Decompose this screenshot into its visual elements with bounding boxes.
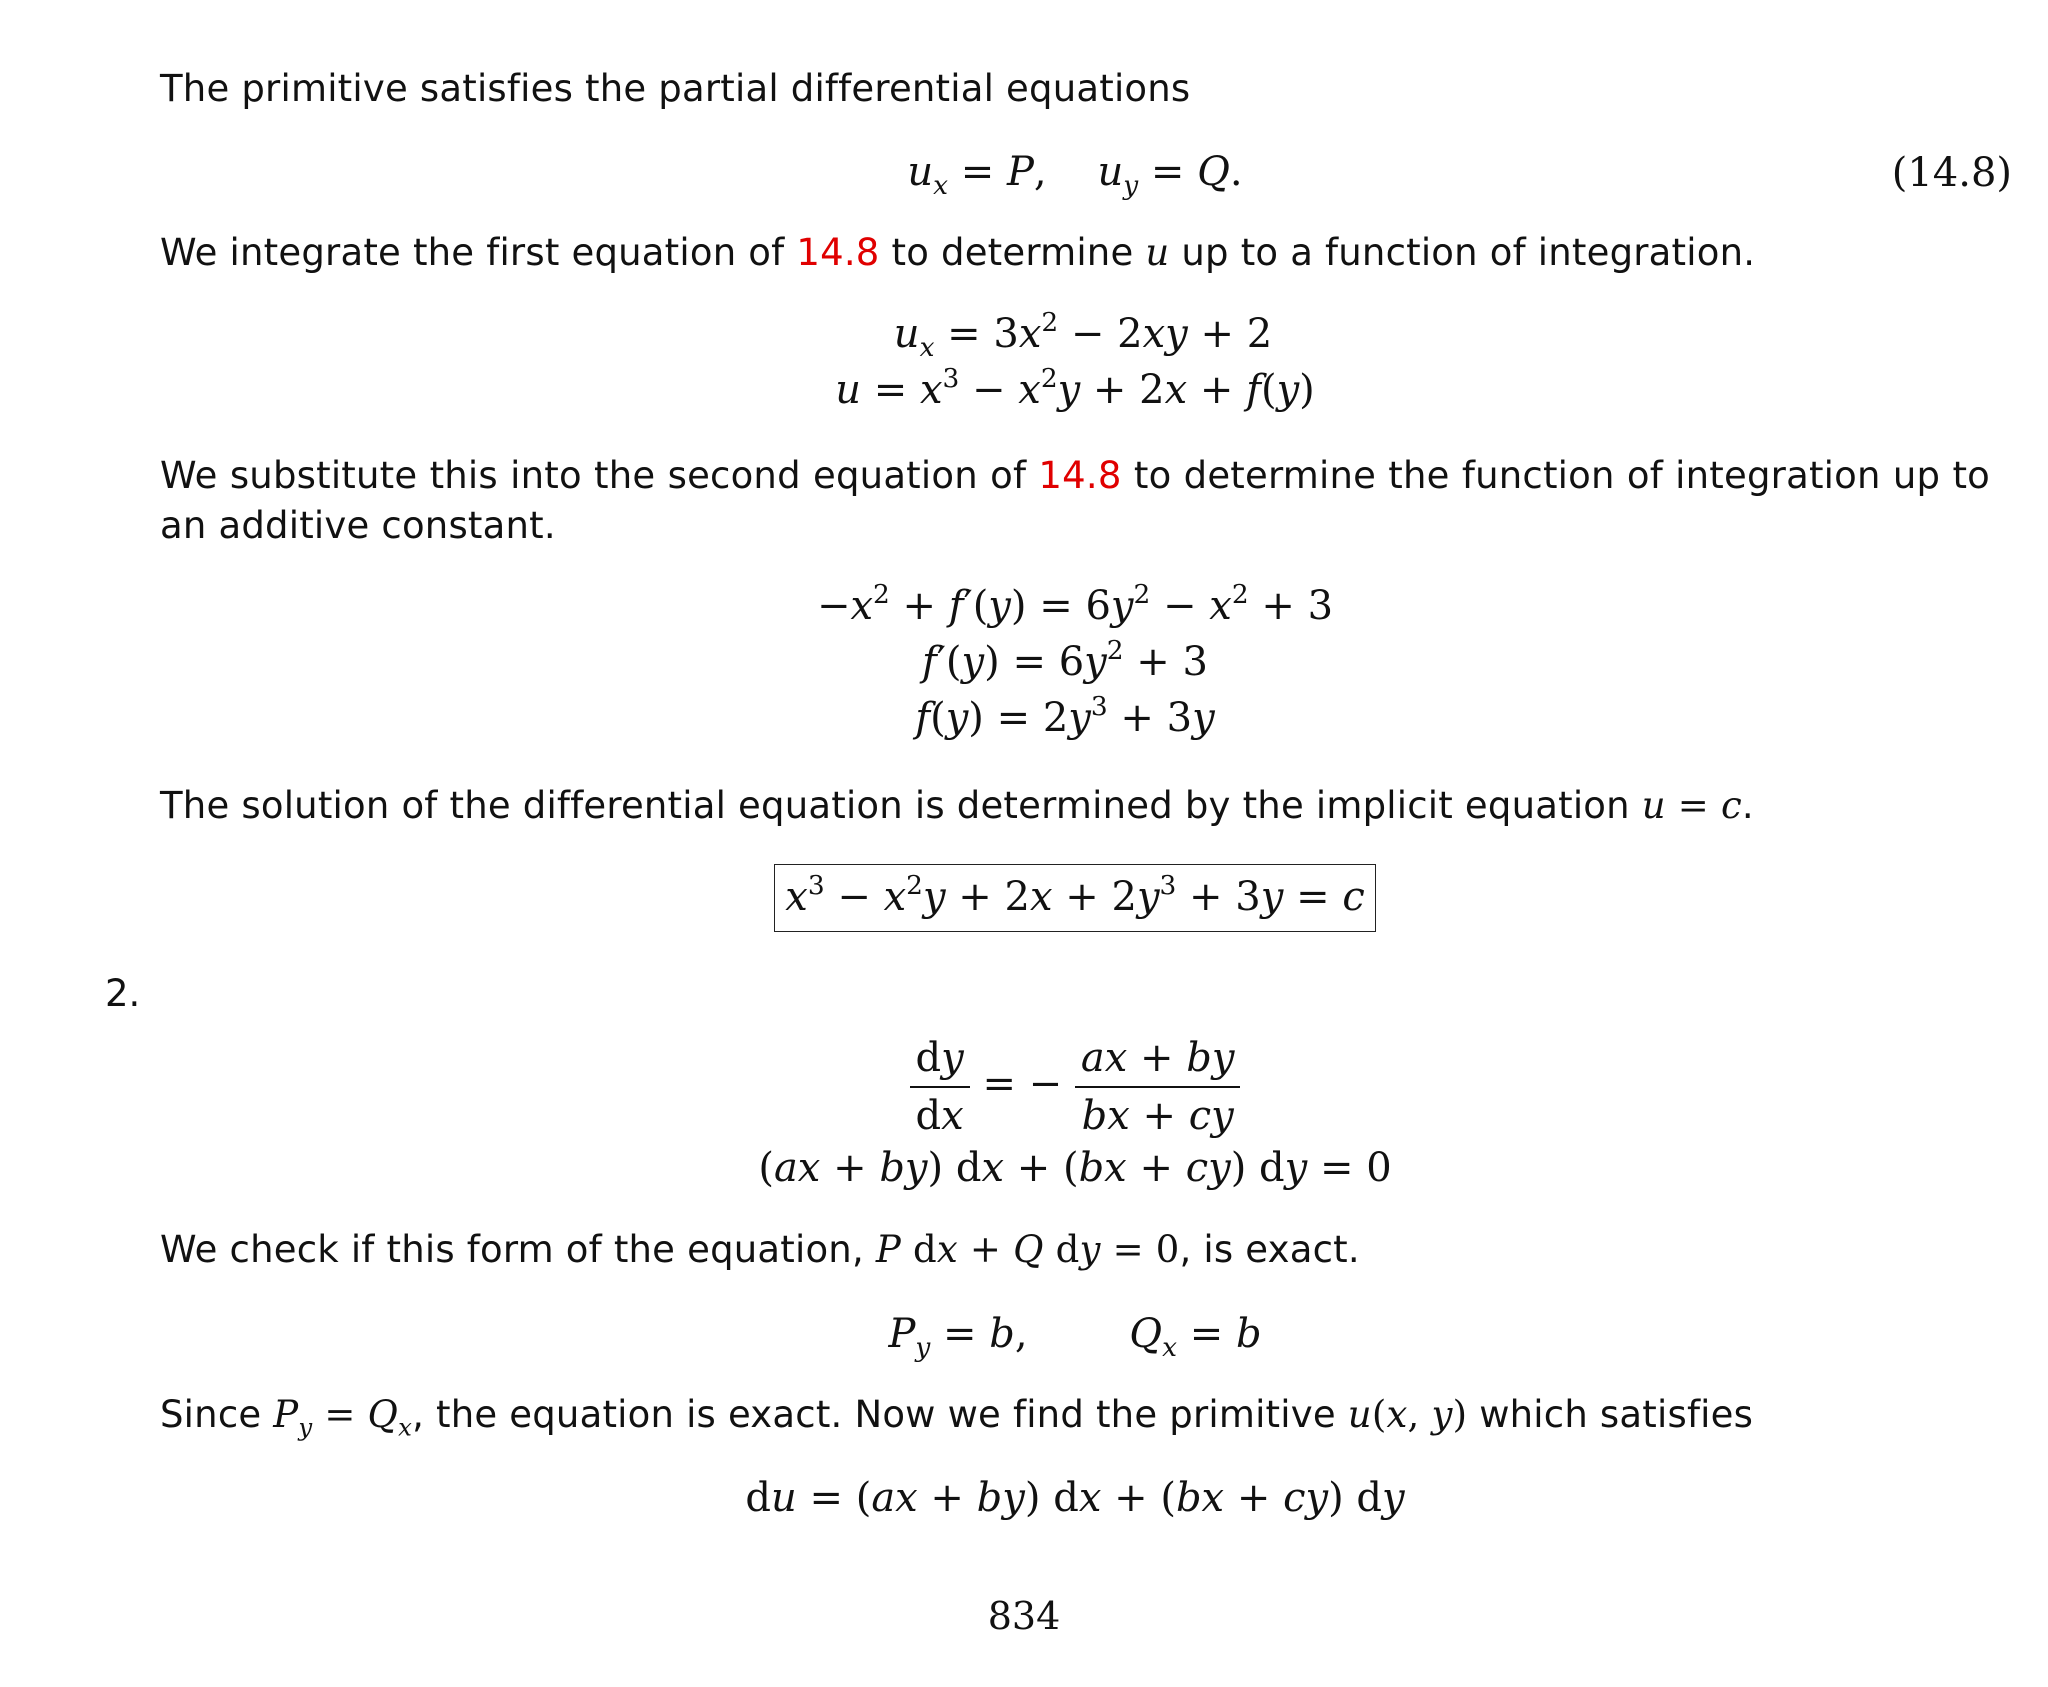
paragraph-text: The primitive satisfies the partial differential equations <box>160 67 1191 110</box>
equation-14-8: $u_x = P$, $u_y = Q$. <box>907 149 1243 202</box>
ode-equation-differential-form: (ax + by) dx + (bx + cy) dy = 0 <box>758 1145 1392 1191</box>
boxed-solution: $x^3 - x^2y + 2x + 2y^3 + 3y = c$ <box>160 864 1990 932</box>
paragraph-text: Since <box>160 1393 262 1436</box>
paragraph-text: , is exact. <box>1179 1228 1360 1271</box>
equation-number: (14.8) <box>1891 150 2012 196</box>
paragraph-text: to determine the function of integration up to an additive constant. <box>160 454 1990 547</box>
equation-reference-link[interactable]: 14.8 <box>796 231 880 274</box>
paragraph-substitute <box>160 451 1990 551</box>
page-number: 834 <box>987 1594 1061 1638</box>
paragraph-text: which satisfies <box>1479 1393 1754 1436</box>
math-variable: u <box>1145 231 1170 274</box>
paragraph-text: We integrate the first equation of <box>160 231 785 274</box>
integration-equations: $u_x = 3x^2 - 2xy + 2$ $u = x^3 - x^2y + 2x + f(y)$ <box>835 307 1315 413</box>
function-integration-equations: $-x^2 + f'(y) = 6y^2 - x^2 + 3$ $f'(y) = 6y^2 + 3$ $f(y) = 2y^3 + 3y$ <box>816 579 1334 741</box>
math-expression: u <box>1641 784 1666 827</box>
paragraph-text: We check if this form of the equation, <box>160 1228 864 1271</box>
paragraph-text: The solution of the differential equation is determined by the implicit equation <box>160 784 1630 827</box>
primitive-differential: du = (ax + by) dx + (bx + cy) dy <box>745 1475 1405 1521</box>
exactness-check: $P_y = b$, $Q_x = b$ <box>888 1311 1262 1364</box>
item-number: 2. <box>105 972 141 1015</box>
paragraph-primitive-pde <box>160 64 1990 114</box>
ode-equation-fraction: $\frac{dy}{dx}$ = − $\frac{ax + by}{bx + cy}$ <box>160 1030 1990 1144</box>
paragraph-exact-primitive: Since $P_y = Q_x$, the equation is exact. Now we find the primitive u(x, y) which satisfies <box>160 1393 1754 1442</box>
paragraph-text: up to a function of integration. <box>1181 231 1756 274</box>
paragraph-integrate-first <box>160 228 1990 278</box>
paragraph-text: We substitute this into the second equation of <box>160 454 1027 497</box>
equation-reference-link[interactable]: 14.8 <box>1038 454 1122 497</box>
paragraph-solution: The solution of the differential equation is determined by the implicit equation u = c. <box>160 784 1754 827</box>
paragraph-check-exact: We check if this form of the equation, P dx + Q dy = 0, is exact. <box>160 1228 1360 1271</box>
paragraph-text: , the equation is exact. Now we find the primitive <box>412 1393 1336 1436</box>
paragraph-text: to determine <box>891 231 1134 274</box>
